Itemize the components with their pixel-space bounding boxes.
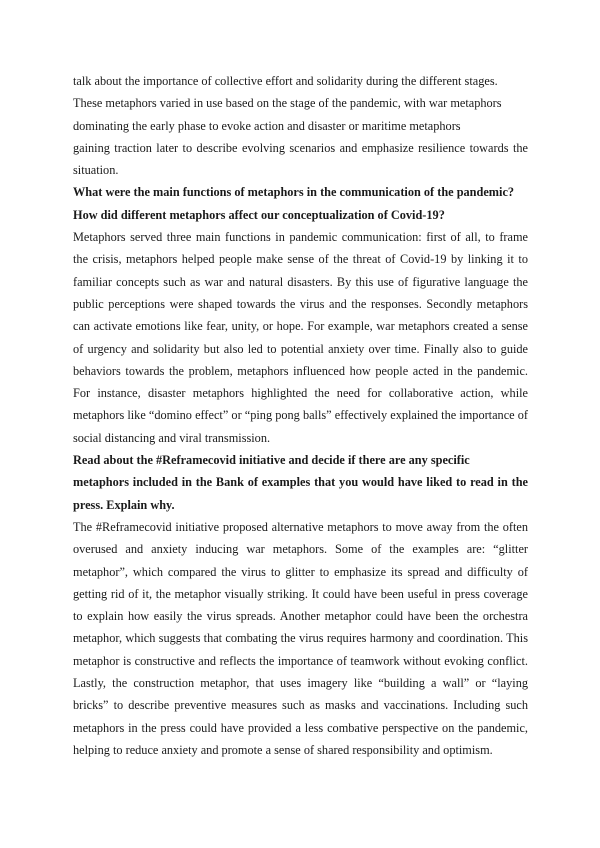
question-heading-functions: What were the main functions of metaphors in the communication of the pandemic? [73,185,515,200]
intro-paragraph: talk about the importance of collective effort and solidarity during the different stages. These metaphors varied in use based on the stage of the pandemic, with war metaphors dominating the early phase to evoke action and disaster or maritime metaphors [73,74,502,133]
question-heading-conceptualization: How did different metaphors affect our conceptualization of Covid-19? [73,207,445,222]
document-body [73,70,528,761]
answer-paragraph-reframecovid: The #Reframecovid initiative proposed alternative metaphors to move away from the often overused and anxiety inducing war metaphors. Some of the examples are: “glitter metaphor”, which compared the virus to glitter to emphasize its spread and difficulty of getting rid of it, the metaphor visually striking. It could have been useful in press coverage to explain how easily the virus spreads. Another metaphor could have been the orchestra metaphor, which suggests that combating the virus requires harmony and coordination. This metaphor is constructive and reflects the importance of teamwork without evoking conflict. Lastly, the construction metaphor, that uses imagery like “building a wall” or “laying bricks” to describe preventive measures such as masks and vaccinations. Including such metaphors in the press could have provided a less combative perspective on the pandemic, helping to reduce anxiety and promote a sense of shared responsibility and optimism. [73,519,528,757]
question-heading-reframecovid: Read about the #Reframecovid initiative and decide if there are any specific [73,453,470,468]
intro-paragraph-continuation: gaining traction later to describe evolving scenarios and emphasize resilience towards the situation. [73,140,528,178]
question-heading-reframecovid-continuation: metaphors included in the Bank of examples that you would have liked to read in the press. Explain why. [73,475,528,512]
answer-paragraph-functions: Metaphors served three main functions in pandemic communication: first of all, to frame the crisis, metaphors helped people make sense of the threat of Covid-19 by linking it to familiar concepts such as war and natural disasters. By this use of figurative language the public perceptions were shaped towards the virus and the responses. Secondly metaphors can activate emotions like fear, unity, or hope. For example, war metaphors created a sense of urgency and solidarity but also led to potential anxiety over time. Finally also to guide behaviors towards the problem, metaphors influenced how people acted in the pandemic. For instance, disaster metaphors highlighted the need for collaborative action, while metaphors like “domino effect” or “ping pong balls” effectively explained the importance of social distancing and viral transmission. [73,230,528,445]
